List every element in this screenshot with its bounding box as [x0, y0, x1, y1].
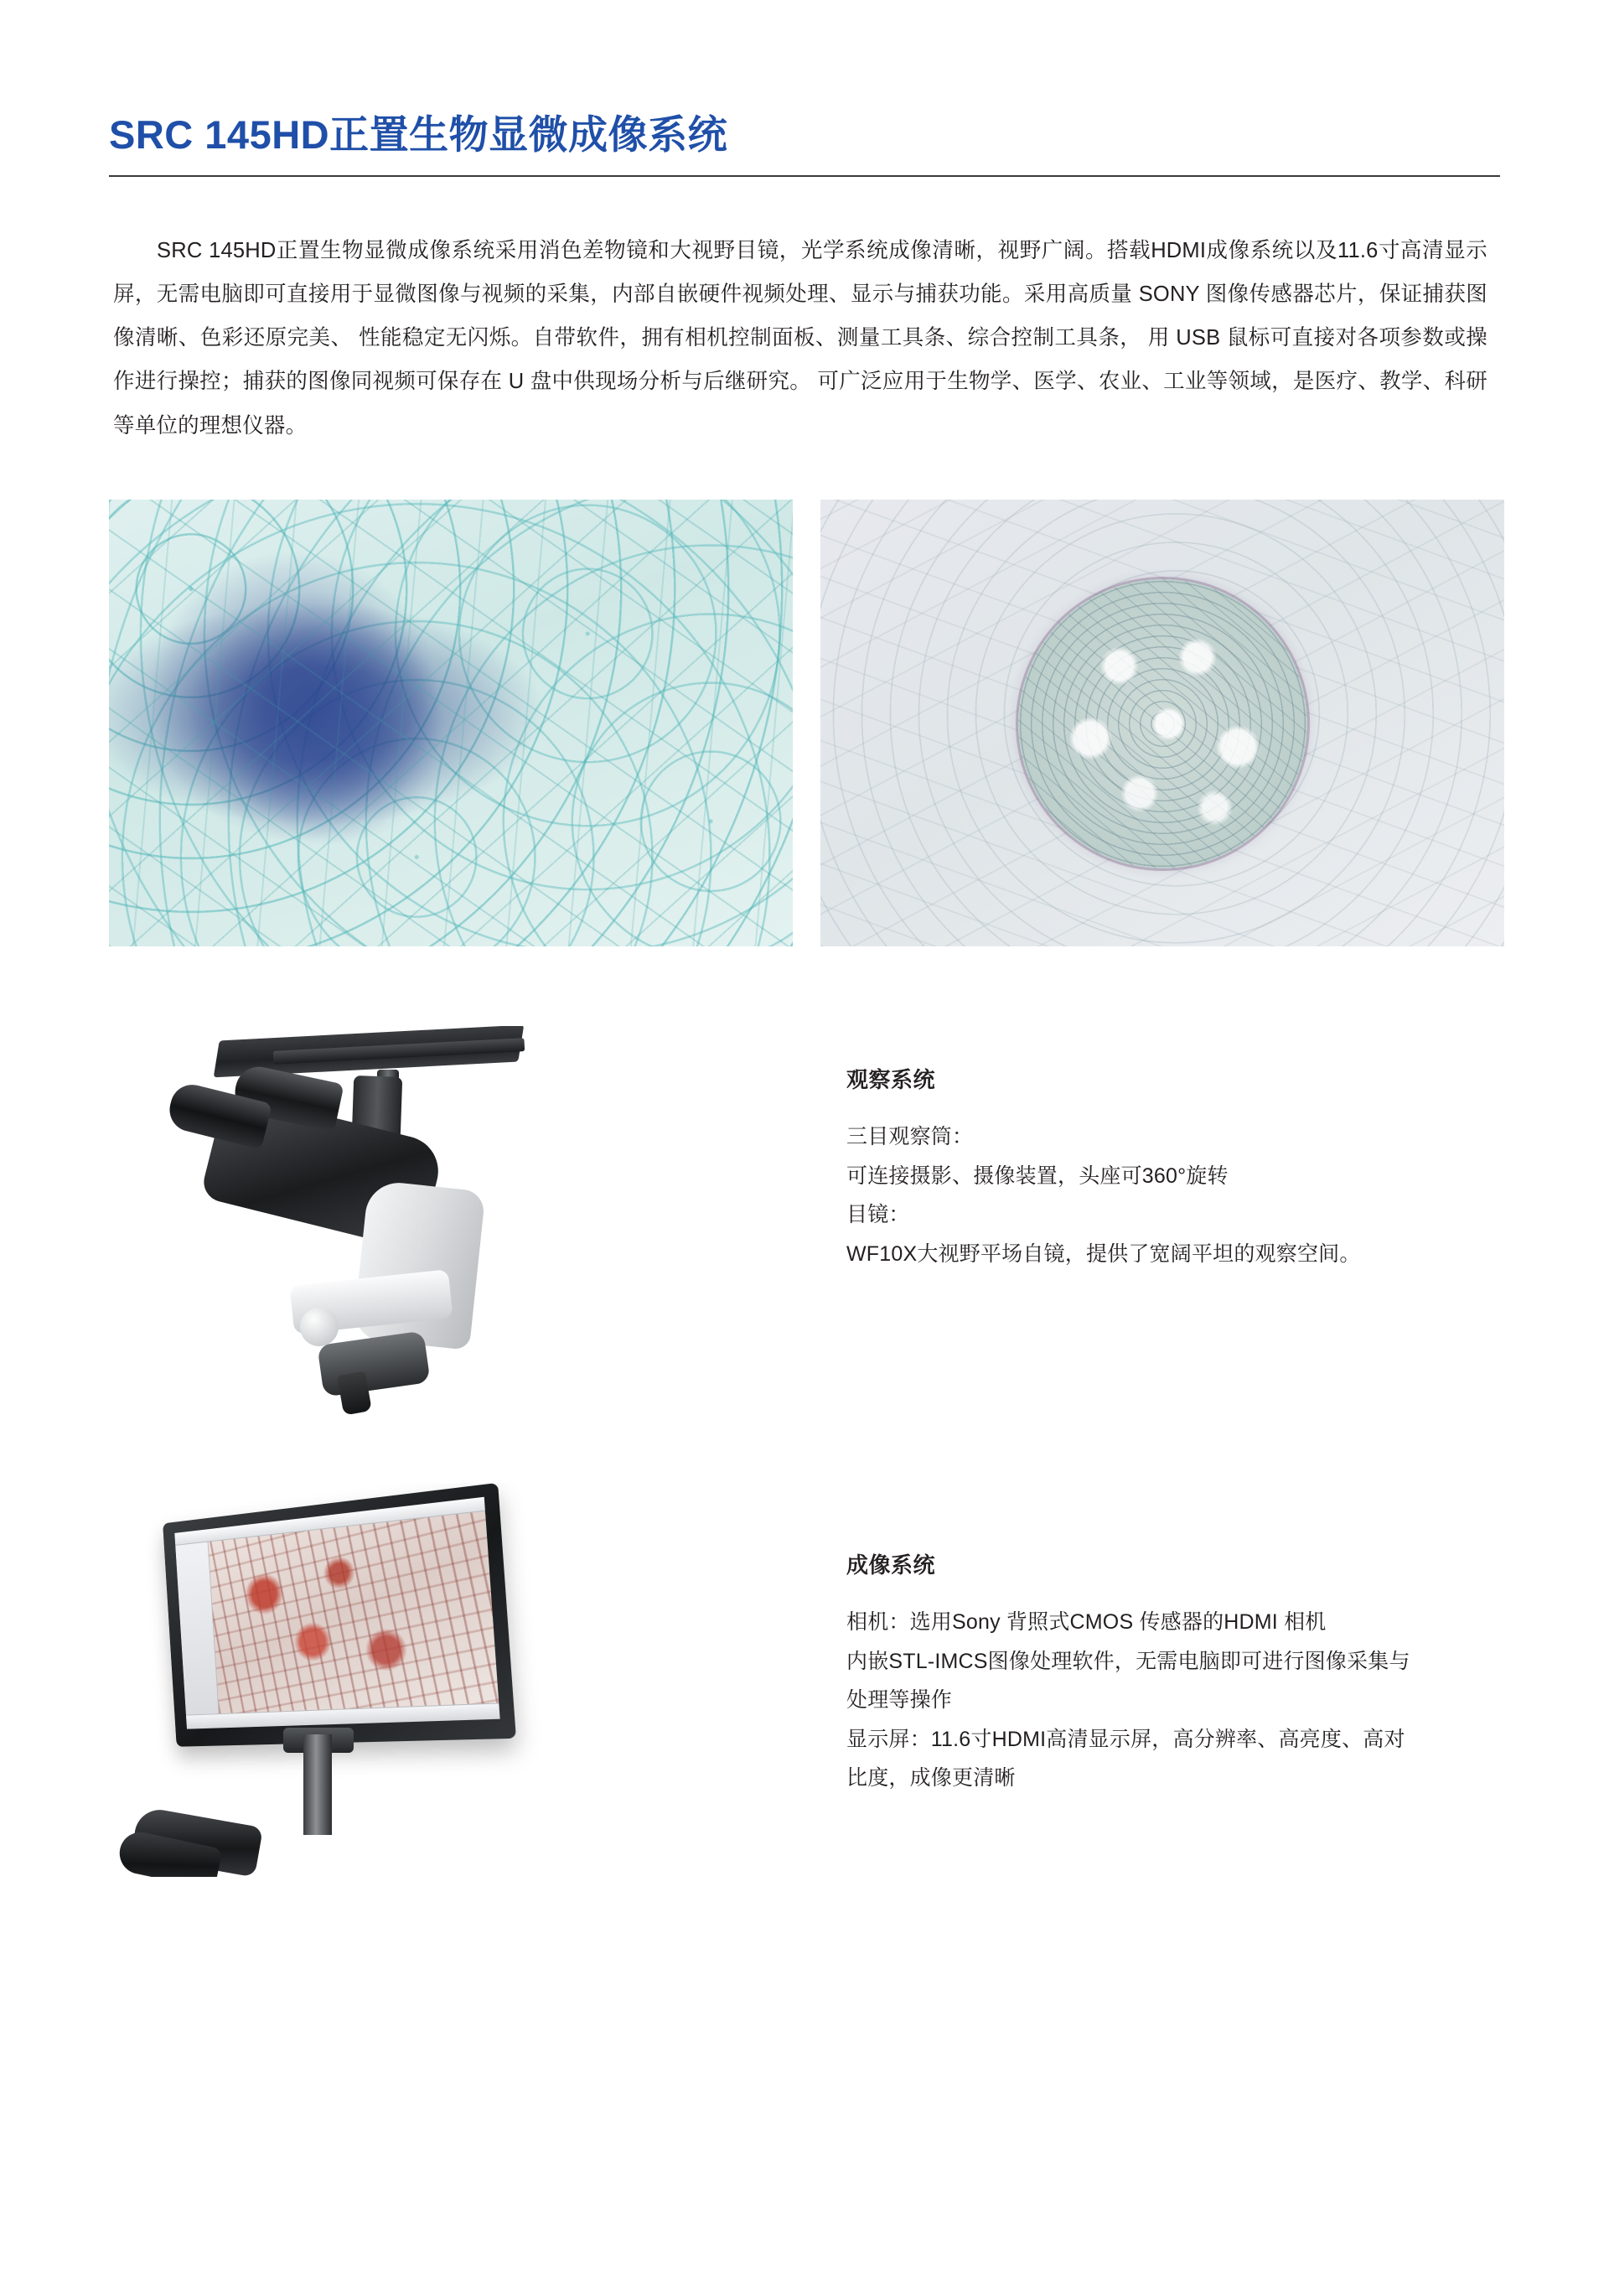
- specimen-micrograph-cross-section: [820, 500, 1504, 946]
- feature-line: 可连接摄影、摄像装置，头座可360°旋转: [846, 1164, 1229, 1188]
- title-divider: [109, 175, 1500, 177]
- feature-line: 内嵌STL-IMCS图像处理软件，无需电脑即可进行图像采集与处理等操作: [846, 1649, 1410, 1713]
- page-title: SRC 145HD正置生物显微成像系统: [109, 112, 728, 157]
- feature-observation-system: [109, 1026, 1525, 1420]
- specimen-image-gallery: [109, 500, 1504, 946]
- focus-knob-shape: [300, 1308, 339, 1346]
- feature-line: 相机：选用Sony 背照式CMOS 传感器的HDMI 相机: [846, 1610, 1327, 1635]
- hdmi-monitor-photo: [109, 1483, 746, 1877]
- product-datasheet-page: [0, 113, 1609, 2296]
- feature-line: 显示屏：11.6寸HDMI高清显示屏，高分辨率、高亮度、高对比度，成像更清晰: [846, 1727, 1405, 1791]
- observation-system-text: [746, 1026, 1425, 1420]
- feature-line: WF10X大视野平场自镜，提供了宽阔平坦的观察空间。: [846, 1241, 1361, 1266]
- feature-line: 三目观察筒：: [846, 1125, 974, 1149]
- feature-heading: 成像系统: [846, 1552, 936, 1578]
- monitor-bezel-shape: [163, 1483, 516, 1747]
- specimen-micrograph-teal: [109, 500, 793, 946]
- feature-heading: 观察系统: [846, 1067, 936, 1093]
- imaging-system-text: [746, 1483, 1425, 1877]
- vascular-bundle-shape: [1018, 579, 1307, 868]
- microscope-head-photo: [109, 1026, 746, 1420]
- nosepiece-shape: [317, 1330, 430, 1397]
- title-block: [109, 113, 1500, 177]
- intro-paragraph: SRC 145HD正置生物显微成像系统采用消色差物镜和大视野目镜，光学系统成像清晰，视野广阔。搭载HDMI成像系统以及11.6寸高清显示屏，无需电脑即可直接用于显微图像与视频的采集，内部自嵌硬件视频处理、显示与捕获功能。采用高质量 SONY 图像传感器芯片，保证捕获图像清晰、色彩还原完美、 性能稳定无闪烁。自带软件，拥有相机控制面板、测量工具条、综合控制工具条， 用 USB 鼠标可直接对各项参数或操作进行操控；捕获的图像同视频可保存在 U 盘中供现场分析与后继研究。 可广泛应用于生物学、医学、农业、工业等领域，是医疗、教学、科研等单位的理想仪器。: [113, 238, 1487, 438]
- feature-imaging-system: [109, 1483, 1525, 1877]
- monitor-stand-shape: [303, 1734, 332, 1835]
- feature-line: 目镜：: [846, 1203, 910, 1227]
